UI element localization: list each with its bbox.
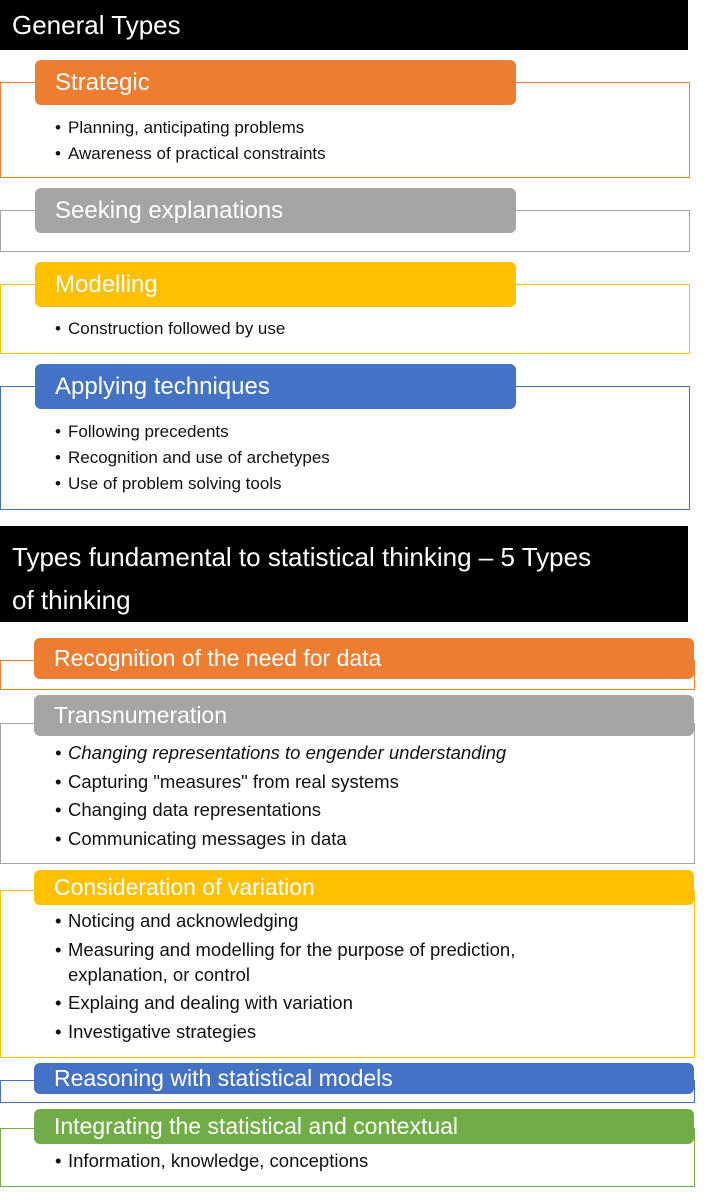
- list-item: • Following precedents: [68, 422, 229, 442]
- list-item: • Planning, anticipating problems: [68, 118, 304, 138]
- list-item-continuation: explanation, or control: [68, 964, 251, 985]
- list-item: • Information, knowledge, conceptions: [68, 1150, 368, 1172]
- recognition-header: Recognition of the need for data: [34, 638, 694, 679]
- list-item: • Capturing "measures" from real systems: [68, 771, 399, 793]
- section-title-fundamental-types: [0, 526, 688, 622]
- list-item: • Construction followed by use: [68, 319, 285, 339]
- applying-techniques-header: Applying techniques: [35, 364, 516, 409]
- modelling-header: Modelling: [35, 262, 516, 307]
- list-item: • Awareness of practical constraints: [68, 144, 326, 164]
- list-item: • Use of problem solving tools: [68, 474, 282, 494]
- variation-header: Consideration of variation: [34, 870, 694, 905]
- list-item: • Communicating messages in data: [68, 828, 347, 850]
- list-item: • Measuring and modelling for the purpose of prediction,: [68, 939, 515, 961]
- transnumeration-header: Transnumeration: [34, 695, 694, 736]
- strategic-header: Strategic: [35, 60, 516, 105]
- title-line-2: of thinking: [12, 585, 131, 615]
- section-title-general-types: General Types: [0, 0, 688, 50]
- list-item: • Changing data representations: [68, 799, 321, 821]
- list-item: • Recognition and use of archetypes: [68, 448, 330, 468]
- seeking-explanations-header: Seeking explanations: [35, 188, 516, 233]
- list-item: • Explaing and dealing with variation: [68, 992, 353, 1014]
- title-line-1: Types fundamental to statistical thinking – 5 Types: [12, 542, 592, 572]
- list-item: • Changing representations to engender understanding: [68, 742, 506, 764]
- list-item: • Noticing and acknowledging: [68, 910, 298, 932]
- integrating-header: Integrating the statistical and contextual: [34, 1109, 694, 1144]
- list-item: • Investigative strategies: [68, 1021, 256, 1043]
- reasoning-header: Reasoning with statistical models: [34, 1063, 694, 1094]
